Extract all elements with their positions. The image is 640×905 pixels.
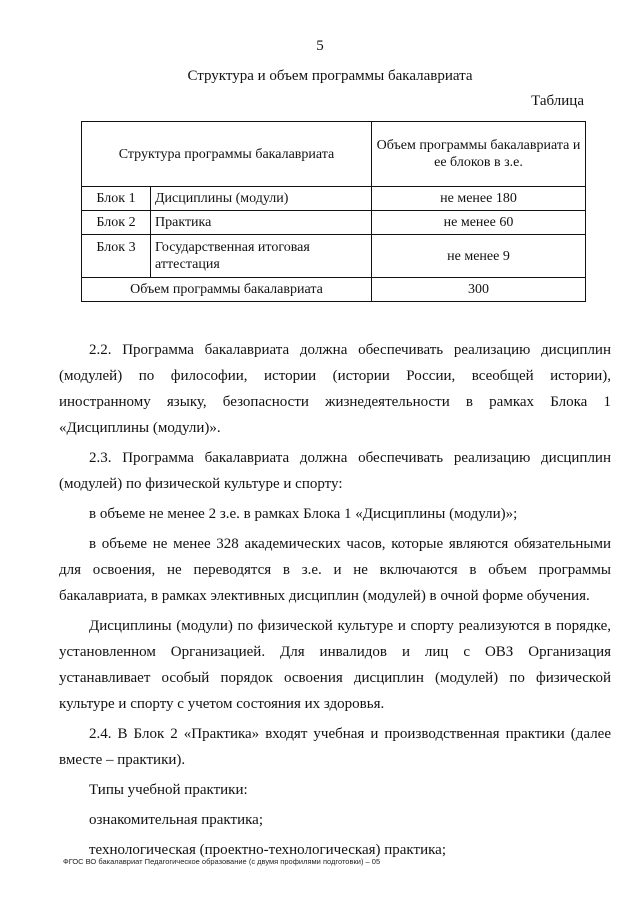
block-cell: Блок 3	[82, 235, 151, 278]
table-row	[82, 235, 586, 278]
paragraph: 2.4. В Блок 2 «Практика» входят учебная и производственная практики (далее вместе – практики).	[59, 726, 611, 768]
paragraph: 2.3. Программа бакалавриата должна обеспечивать реализацию дисциплин (модулей) по физической культуре и спорту:	[59, 450, 611, 492]
block-cell: Блок 1	[82, 187, 151, 211]
paragraph: в объеме не менее 328 академических часов, которые являются обязательными для освоения, не переводятся в з.е. и не включаются в объем программы бакалавриата, в рамках элективных дисциплин (модулей) в очной форме обучения.	[59, 536, 611, 604]
volume-cell: не менее 180	[372, 187, 586, 211]
block-cell: Блок 2	[82, 211, 151, 235]
structure-table	[81, 121, 586, 302]
paragraph: Дисциплины (модули) по физической культуре и спорту реализуются в порядке, установленном Организацией. Для инвалидов и лиц с ОВЗ Организация устанавливает особый порядок освоения дисциплин (модулей) по физической культуре и спорту с учетом состояния их здоровья.	[59, 618, 611, 712]
table-total-row	[82, 278, 586, 302]
volume-cell: не менее 9	[372, 235, 586, 278]
paragraph: технологическая (проектно-технологическая) практика;	[89, 842, 446, 858]
block-name-cell: Государственная итоговая аттестация	[151, 235, 372, 278]
header-structure: Структура программы бакалавриата	[82, 122, 372, 187]
paragraph: 2.2. Программа бакалавриата должна обеспечивать реализацию дисциплин (модулей) по философии, истории (истории России, всеобщей истории), иностранному языку, безопасности жизнедеятельности в рамках Блока 1 «Дисциплины (модули)».	[59, 342, 611, 436]
paragraph: Типы учебной практики:	[89, 782, 248, 798]
header-volume: Объем программы бакалавриата и ее блоков в з.е.	[372, 122, 586, 187]
volume-cell: не менее 60	[372, 211, 586, 235]
table-row	[82, 187, 586, 211]
block-name-cell: Практика	[151, 211, 372, 235]
table-label: Таблица	[531, 93, 584, 109]
paragraph: в объеме не менее 2 з.е. в рамках Блока 1 «Дисциплины (модули)»;	[89, 506, 518, 522]
paragraph: ознакомительная практика;	[89, 812, 263, 828]
table-header-row	[82, 122, 586, 187]
page-number: 5	[316, 38, 324, 54]
page-footer: ФГОС ВО бакалавриат Педагогическое образование (с двумя профилями подготовки) – 05	[63, 857, 381, 866]
total-label-cell: Объем программы бакалавриата	[82, 278, 372, 302]
body-text	[59, 337, 611, 863]
table-row	[82, 211, 586, 235]
total-value-cell: 300	[372, 278, 586, 302]
table-heading: Структура и объем программы бакалавриата	[187, 68, 473, 84]
block-name-cell: Дисциплины (модули)	[151, 187, 372, 211]
